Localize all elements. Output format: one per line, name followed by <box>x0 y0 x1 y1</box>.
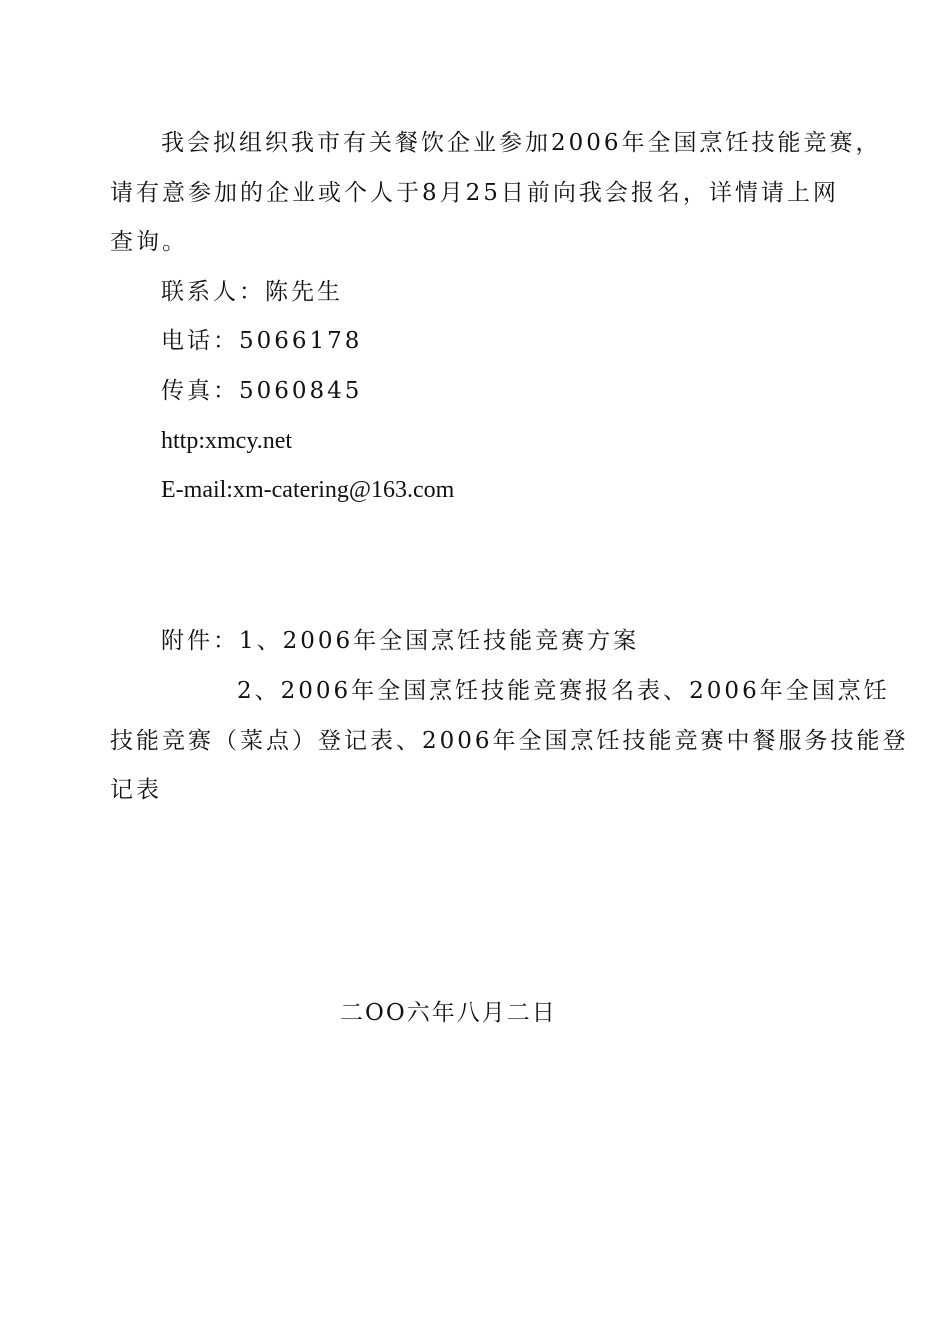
body-line-1: 我会拟组织我市有关餐饮企业参加2006年全国烹饪技能竞赛， <box>161 130 882 156</box>
document-date: 二OO六年八月二日 <box>340 1000 557 1026</box>
attachment-line-3: 技能竞赛（菜点）登记表、2006年全国烹饪技能竞赛中餐服务技能登 <box>110 728 909 754</box>
contact-phone: 电话：5066178 <box>161 328 363 354</box>
contact-fax: 传真：5060845 <box>161 378 363 404</box>
body-line-3: 查询。 <box>110 229 188 255</box>
contact-email: E-mail:xm-catering@163.com <box>161 477 455 503</box>
attachment-line-1: 附件：1、2006年全国烹饪技能竞赛方案 <box>161 628 640 654</box>
attachment-line-2: 2、2006年全国烹饪技能竞赛报名表、2006年全国烹饪 <box>237 678 890 704</box>
attachment-line-4: 记表 <box>110 777 162 803</box>
body-line-2: 请有意参加的企业或个人于8月25日前向我会报名，详情请上网 <box>110 180 839 206</box>
contact-person: 联系人：陈先生 <box>161 279 343 305</box>
contact-website: http:xmcy.net <box>161 428 293 454</box>
